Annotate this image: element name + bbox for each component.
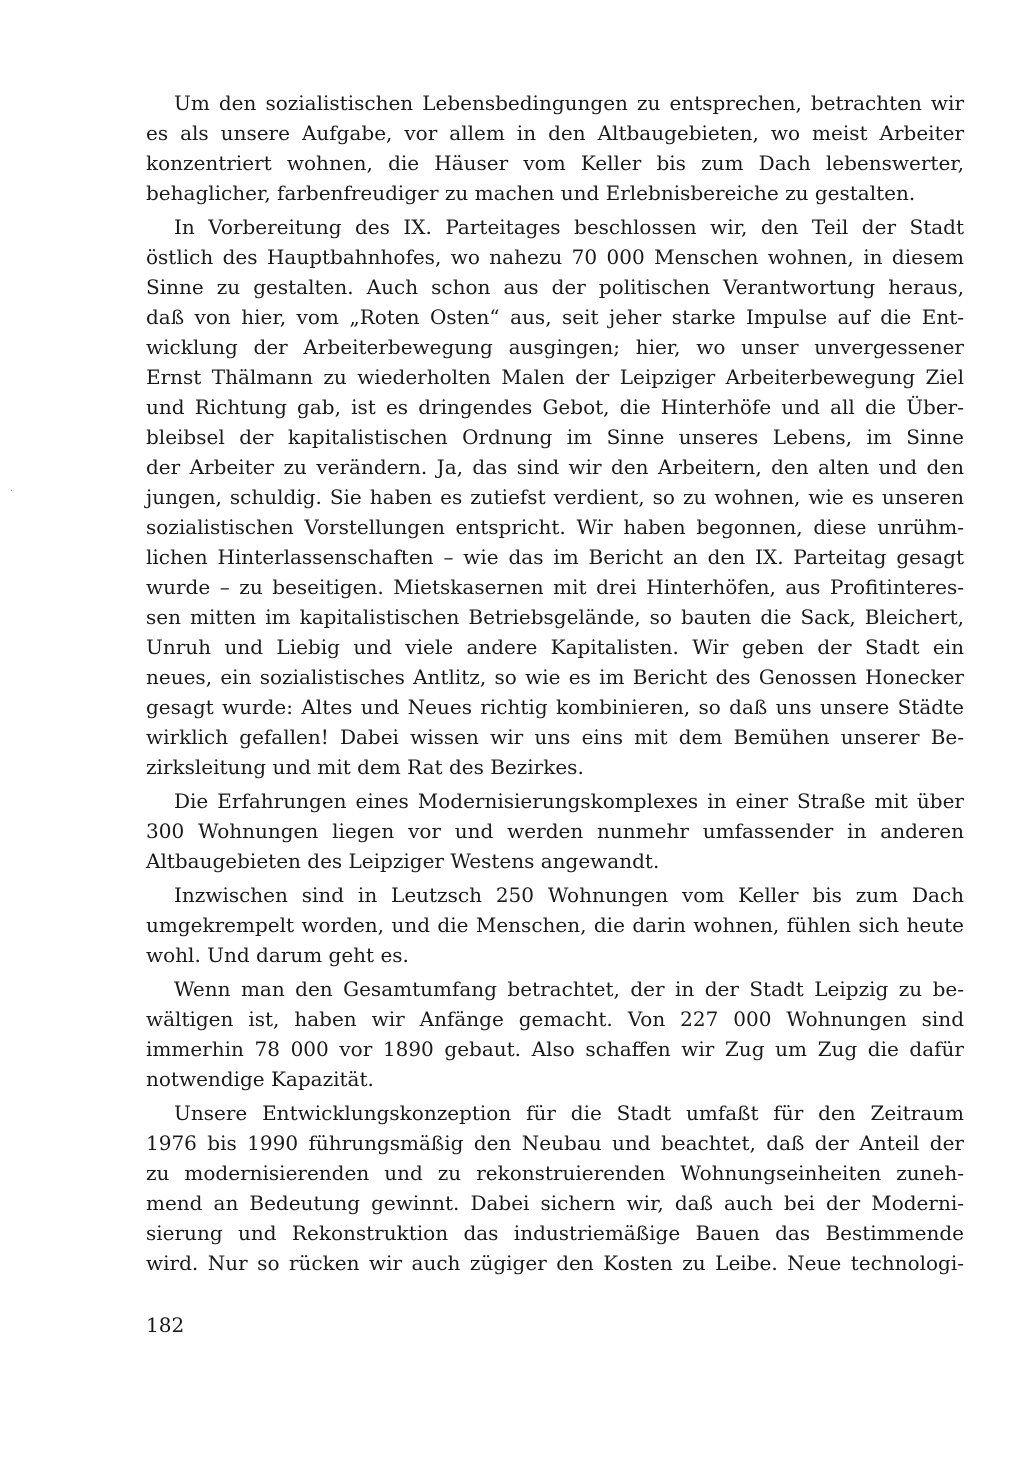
text-line: wird. Nur so rücken wir auch zügiger den Kosten zu Leibe. Neue technologi- <box>146 1251 964 1275</box>
text-line: Inzwischen sind in Leutzsch 250 Wohnungen vom Keller bis zum Dach <box>174 883 964 907</box>
text-line: Die Erfahrungen eines Modernisierungskomplexes in einer Straße mit über <box>174 789 964 813</box>
text-line: behaglicher, farbenfreudiger zu machen und Erlebnisbereiche zu gestalten. <box>146 181 916 205</box>
margin-mark: · <box>10 486 14 497</box>
page-number: 182 <box>146 1313 185 1337</box>
text-line: wirklich gefallen! Dabei wissen wir uns eins mit dem Bemühen unserer Be- <box>146 725 964 749</box>
text-line: Um den sozialistischen Lebensbedingungen zu entsprechen, betrachten wir <box>174 91 964 115</box>
body-text <box>146 88 964 1278</box>
text-line: sozialistischen Vorstellungen entspricht. Wir haben begonnen, diese unrühm- <box>146 515 964 539</box>
paragraph <box>146 212 964 782</box>
text-line: der Arbeiter zu verändern. Ja, das sind wir den Arbeitern, den alten und den <box>146 455 964 479</box>
text-line: bleibsel der kapitalistischen Ordnung im Sinne unseres Lebens, im Sinne <box>146 425 964 449</box>
text-line: sierung und Rekonstruktion das industriemäßige Bauen das Bestimmende <box>146 1221 964 1245</box>
text-line: es als unsere Aufgabe, vor allem in den Altbaugebieten, wo meist Arbeiter <box>146 121 964 145</box>
text-line: Unruh und Liebig und viele andere Kapitalisten. Wir geben der Stadt ein <box>146 635 964 659</box>
paragraph <box>146 1098 964 1278</box>
paragraph <box>146 786 964 876</box>
text-line: wohl. Und darum geht es. <box>146 943 409 967</box>
text-line: daß von hier, vom „Roten Osten“ aus, seit jeher starke Impulse auf die Ent- <box>146 305 964 329</box>
text-line: sen mitten im kapitalistischen Betriebsgelände, so bauten die Sack, Bleichert, <box>146 605 964 629</box>
text-line: In Vorbereitung des IX. Parteitages beschlossen wir, den Teil der Stadt <box>174 215 964 239</box>
text-line: jungen, schuldig. Sie haben es zutiefst verdient, so zu wohnen, wie es unseren <box>146 485 964 509</box>
text-line: lichen Hinterlassenschaften – wie das im Bericht an den IX. Parteitag gesagt <box>146 545 964 569</box>
text-line: Unsere Entwicklungskonzeption für die Stadt umfaßt für den Zeitraum <box>174 1101 964 1125</box>
text-line: wurde – zu beseitigen. Mietskasernen mit drei Hinterhöfen, aus Profitinteres- <box>146 575 964 599</box>
text-line: neues, ein sozialistisches Antlitz, so wie es im Bericht des Genossen Honecker <box>146 665 964 689</box>
text-line: konzentriert wohnen, die Häuser vom Keller bis zum Dach lebenswerter, <box>146 151 964 175</box>
text-line: wältigen ist, haben wir Anfänge gemacht. Von 227 000 Wohnungen sind <box>146 1007 964 1031</box>
text-line: östlich des Hauptbahnhofes, wo nahezu 70 000 Menschen wohnen, in diesem <box>146 245 964 269</box>
text-line: gesagt wurde: Altes und Neues richtig kombinieren, so daß uns unsere Städte <box>146 695 964 719</box>
text-line: immerhin 78 000 vor 1890 gebaut. Also schaffen wir Zug um Zug die dafür <box>146 1037 964 1061</box>
paragraph <box>146 974 964 1094</box>
text-line: Ernst Thälmann zu wiederholten Malen der Leipziger Arbeiterbewegung Ziel <box>146 365 964 389</box>
text-line: Sinne zu gestalten. Auch schon aus der politischen Verantwortung heraus, <box>146 275 964 299</box>
text-line: und Richtung gab, ist es dringendes Gebot, die Hinterhöfe und all die Über- <box>146 395 964 419</box>
text-line: mend an Bedeutung gewinnt. Dabei sichern wir, daß auch bei der Moderni- <box>146 1191 964 1215</box>
text-line: Wenn man den Gesamtumfang betrachtet, der in der Stadt Leipzig zu be- <box>174 977 964 1001</box>
text-line: umgekrempelt worden, und die Menschen, die darin wohnen, fühlen sich heute <box>146 913 964 937</box>
text-line: notwendige Kapazität. <box>146 1067 374 1091</box>
text-line: zirksleitung und mit dem Rat des Bezirkes. <box>146 755 584 779</box>
text-line: 300 Wohnungen liegen vor und werden nunmehr umfassender in anderen <box>146 819 964 843</box>
text-line: Altbaugebieten des Leipziger Westens angewandt. <box>146 849 660 873</box>
text-line: 1976 bis 1990 führungsmäßig den Neubau und beachtet, daß der Anteil der <box>146 1131 964 1155</box>
paragraph <box>146 880 964 970</box>
text-line: zu modernisierenden und zu rekonstruierenden Wohnungseinheiten zuneh- <box>146 1161 964 1185</box>
text-line: wicklung der Arbeiterbewegung ausgingen; hier, wo unser unvergessener <box>146 335 964 359</box>
paragraph <box>146 88 964 208</box>
